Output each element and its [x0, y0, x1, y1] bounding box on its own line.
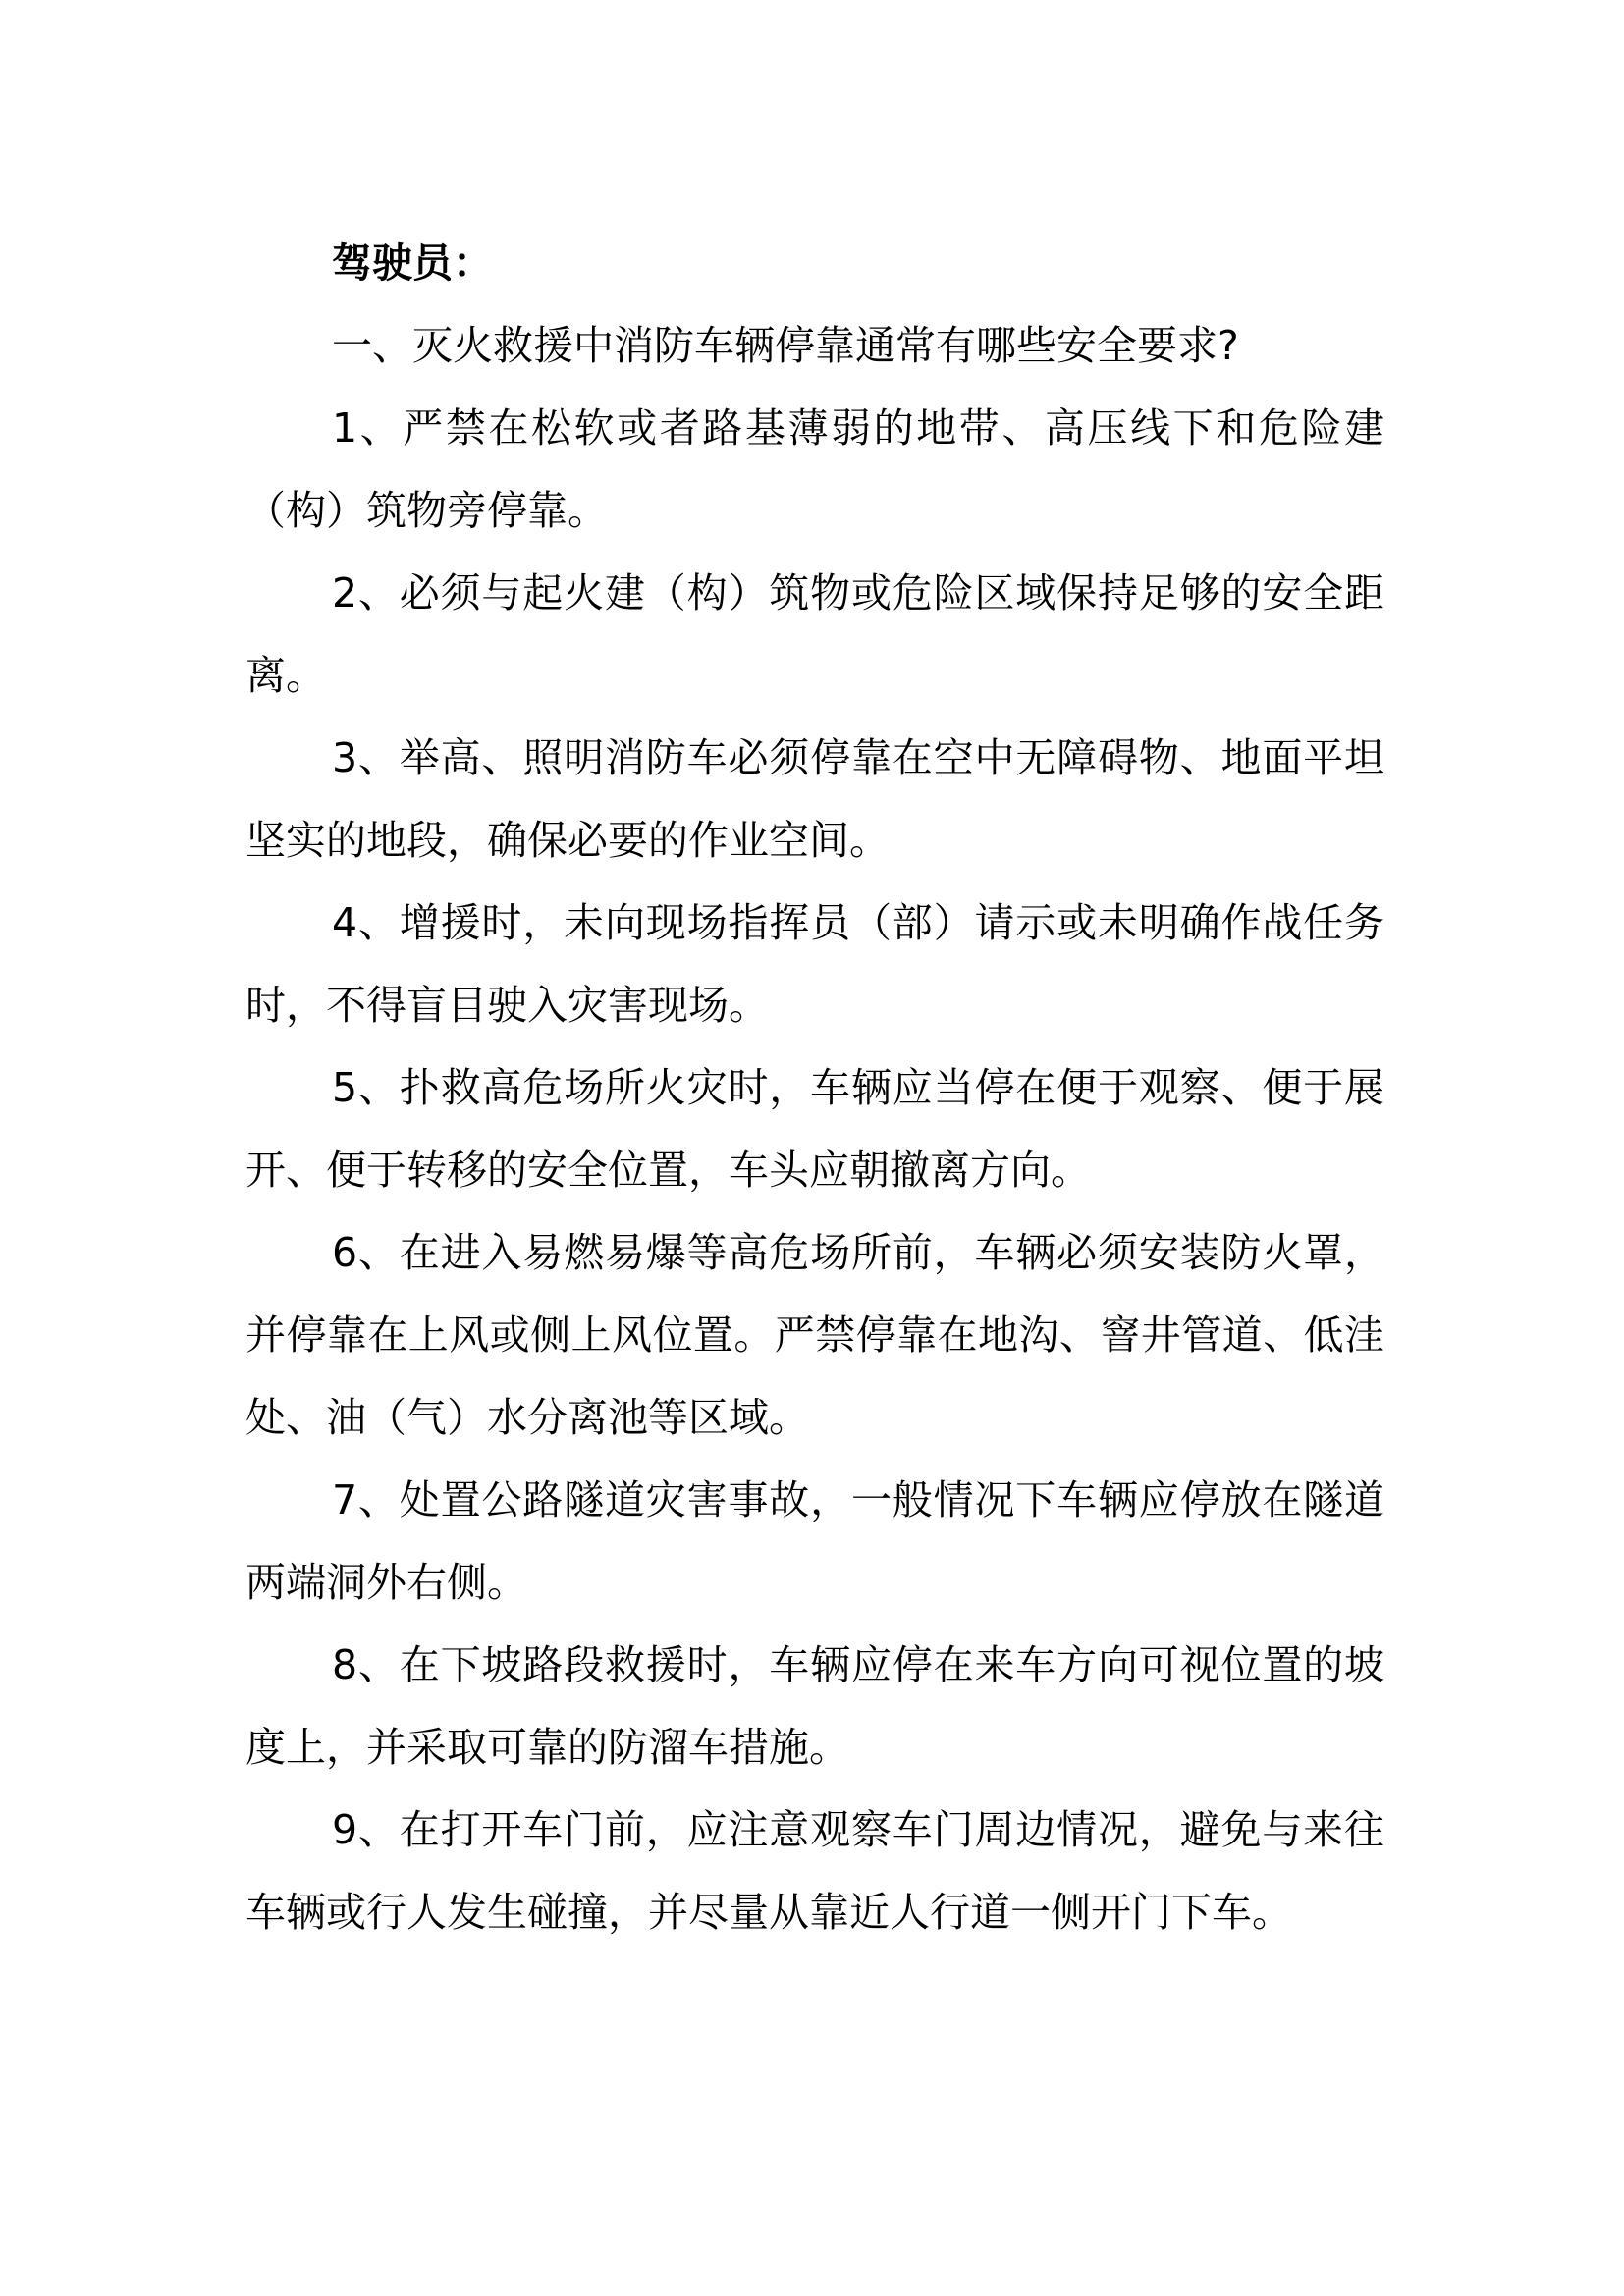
requirement-item-7: 7、处置公路隧道灾害事故，一般情况下车辆应停放在隧道两端洞外右侧。 [245, 1476, 1384, 1606]
document-body [245, 222, 1384, 1953]
requirement-item-5: 5、扑救高危场所火灾时，车辆应当停在便于观察、便于展开、便于转移的安全位置，车头应朝撤离方向。 [245, 1064, 1384, 1194]
requirement-item-3: 3、举高、照明消防车必须停靠在空中无障碍物、地面平坦坚实的地段，确保必要的作业空间。 [245, 734, 1384, 864]
requirement-item-1: 1、严禁在松软或者路基薄弱的地带、高压线下和危险建（构）筑物旁停靠。 [245, 404, 1384, 534]
requirement-item-2: 2、必须与起火建（构）筑物或危险区域保持足够的安全距离。 [245, 569, 1384, 699]
question-title: 一、灭火救援中消防车辆停靠通常有哪些安全要求? [332, 322, 1239, 369]
requirement-item-8: 8、在下坡路段救援时，车辆应停在来车方向可视位置的坡度上，并采取可靠的防溜车措施。 [245, 1641, 1384, 1771]
section-heading: 驾驶员： [332, 240, 493, 287]
requirement-item-4: 4、增援时，未向现场指挥员（部）请示或未明确作战任务时，不得盲目驶入灾害现场。 [245, 899, 1384, 1029]
requirement-item-9: 9、在打开车门前，应注意观察车门周边情况，避免与来往车辆或行人发生碰撞，并尽量从靠近人行道一侧开门下车。 [245, 1806, 1384, 1936]
requirement-item-6: 6、在进入易燃易爆等高危场所前，车辆必须安装防火罩，并停靠在上风或侧上风位置。严禁停靠在地沟、窨井管道、低洼处、油（气）水分离池等区域。 [245, 1229, 1384, 1441]
